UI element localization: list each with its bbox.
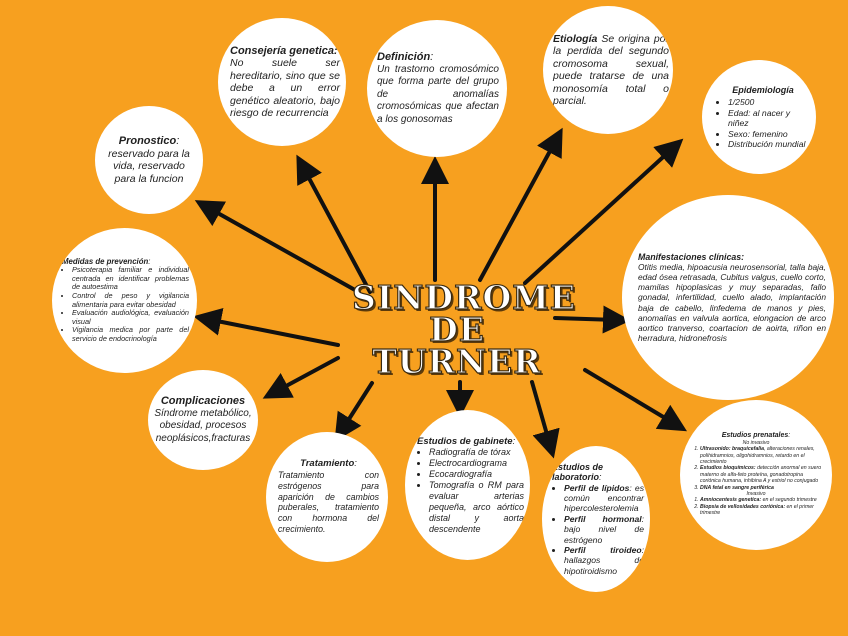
laboratorio-item-text: : hallazgos de hipotiroidismo — [564, 545, 644, 576]
prenatales-item — [700, 504, 822, 517]
etiologia-node — [543, 6, 673, 134]
laboratorio-label: Estudios de laboratorio: — [552, 461, 604, 483]
epidemiologia-item: • 1/2500 — [728, 97, 810, 108]
gabinete-item: • Electrocardiograma — [429, 458, 524, 469]
gabinete-list — [417, 447, 524, 535]
prenatales-item-text: detección anormal en suero materno de alfa-feto proteína, gonadotropina coriónica humana, inhibina A y estriol no conjugado — [700, 465, 822, 485]
medidas-item: • Vigilancia medica por parte del servicio de endocrinología — [72, 326, 189, 343]
prenatales-item-bold: Biopsia de vellosidades coriónica: — [700, 503, 786, 510]
epidemiologia-item: • Sexo: femenino — [728, 129, 810, 140]
consejeria-node — [218, 18, 346, 146]
epidemiologia-list — [716, 97, 810, 150]
prenatales-item-text: en el segundo trimestre — [761, 497, 817, 504]
medidas-label-text: Medidas de prevención — [62, 256, 149, 266]
pronostico-text: reservado para la vida, reservado para la funcion — [108, 147, 190, 185]
laboratorio-item — [564, 514, 644, 545]
gabinete-label-text: Estudios de gabinete — [417, 435, 513, 447]
laboratorio-node — [542, 446, 650, 592]
prenatales-item-text: , alteraciones renales, polihidramnios, oligohidramnios, retardo en el crecimiento — [700, 446, 815, 465]
arrow-to-medidas — [207, 319, 338, 345]
prenatales-list2 — [690, 497, 822, 516]
etiologia-text: Se origina por la perdida del segundo cromosoma sexual, puede tratarse de una monosomía total o parcial. — [553, 32, 670, 107]
laboratorio-label-text: Estudios de laboratorio — [552, 461, 604, 483]
definicion-label: Definición: — [377, 51, 434, 63]
prenatales-sub1: No invasivo — [742, 439, 770, 446]
gabinete-item: • Radiografía de tórax — [429, 447, 524, 458]
gabinete-item: • Tomografía o RM para evaluar arterias pequeña, arco aórtico distal y aorta descendente — [429, 480, 524, 535]
etiologia-label: Etiología — [553, 32, 598, 45]
definicion-label-text: Definición — [377, 51, 431, 63]
prenatales-node — [680, 400, 832, 550]
epidemiologia-label: Epidemiología — [732, 84, 794, 95]
prenatales-item-bold: Amniocentesis genetica: — [700, 497, 762, 504]
main-title-line: TURNER — [372, 342, 542, 381]
prenatales-list1 — [690, 446, 822, 491]
medidas-item: • Evaluación audiológica, evaluación visual — [72, 309, 189, 326]
complicaciones-label: Complicaciones — [160, 395, 246, 407]
pronostico-label: Pronostico: — [118, 135, 180, 147]
arrow-to-prenatales — [585, 370, 675, 424]
consejeria-label: Consejería genetica: — [230, 44, 338, 57]
arrow-to-consejeria — [303, 167, 370, 292]
tratamiento-label: Tratamiento: — [300, 458, 357, 470]
arrow-to-manifestaciones — [555, 318, 617, 320]
main-title-line: DE — [429, 310, 485, 349]
pronostico-node — [95, 106, 203, 214]
laboratorio-list — [552, 483, 644, 577]
medidas-list — [62, 266, 189, 343]
gabinete-label: Estudios de gabinete: — [417, 435, 516, 447]
prenatales-item-bold: Estudios bioquímicos: — [700, 465, 756, 472]
consejeria-text: No suele ser hereditario, sino que se debe a un error genético aleatorio, bajo riesgo de recurrencia — [230, 57, 340, 119]
prenatales-item — [700, 465, 822, 484]
main-title — [352, 278, 576, 381]
prenatales-item-bold: DNA fetal en sangre periférica — [700, 484, 774, 491]
laboratorio-item — [564, 545, 644, 576]
complicaciones-node — [148, 370, 258, 470]
prenatales-sub2: Invasivo — [746, 491, 766, 498]
gabinete-node — [405, 410, 530, 560]
tratamiento-node — [266, 432, 388, 562]
medidas-label: Medidas de prevención: — [62, 256, 151, 266]
tratamiento-label-text: Tratamiento — [300, 458, 355, 470]
main-title-line: SINDROME — [352, 278, 576, 317]
complicaciones-text: Síndrome metabólico, obesidad, procesos neoplásicos,fracturas — [154, 407, 252, 444]
epidemiologia-item: • Edad: al nacer y niñez — [728, 108, 810, 129]
medidas-node — [52, 228, 197, 373]
manifestaciones-text: Otitis media, hipoacusia neurosensorial, talla baja, edad ósea retrasada, Cubitus valgus, cuello corto, mamilas hipoplasicas y muy separadas, fallo gonadal, infertilidad, cuello alado, implantación baja de cabello, linfedema de manos y pies, anomalías en valvula aortica, elongacion de arco aortico tranverso, coartacion de aoirta, riñon en herradura, hidronefrosis — [638, 261, 826, 344]
tratamiento-text: Tratamiento con estrógenos para aparición de cambios puberales, tratamiento con hormona del crecimiento. — [278, 470, 379, 534]
laboratorio-item-text: : bajo nivel de estrógeno — [564, 513, 644, 545]
prenatales-item-bold: Ultrasonido: braquicefalia — [700, 446, 764, 453]
arrow-to-tratamiento — [342, 383, 372, 430]
manifestaciones-label: Manifestaciones clínicas: — [638, 251, 745, 262]
prenatales-item-text: en el primer trimestre — [700, 503, 814, 517]
laboratorio-item-bold: Perfil hormonal — [564, 513, 642, 524]
gabinete-item: • Ecocardiografía — [429, 469, 524, 480]
definicion-node — [367, 20, 507, 157]
prenatales-label-text: Estudios prenatales — [721, 432, 789, 440]
prenatales-label: Estudios prenatales: — [721, 432, 791, 440]
pronostico-label-text: Pronostico — [118, 135, 177, 147]
prenatales-item — [700, 446, 822, 465]
medidas-item: • Psicoterapia familiar e individual centrada en identificar problemas de autoestima — [72, 266, 189, 292]
laboratorio-item-text: : es común encontrar hipercolesterolemia — [564, 482, 644, 514]
arrow-to-laboratorio — [532, 382, 550, 445]
arrow-to-etiologia — [480, 140, 556, 280]
medidas-item: • Control de peso y vigilancia alimentaria para evitar obesidad — [72, 292, 189, 309]
epidemiologia-item: • Distribución mundial — [728, 139, 810, 150]
epidemiologia-node — [702, 60, 816, 174]
definicion-text: Un trastorno cromosómico que forma parte del grupo de anomalías cromosómicas que afectan a los gonosomas — [377, 63, 499, 125]
laboratorio-item-bold: Perfil tiroideo — [564, 545, 642, 556]
manifestaciones-node — [622, 195, 834, 400]
laboratorio-item — [564, 483, 644, 514]
laboratorio-item-bold: Perfil de lípidos — [564, 482, 630, 493]
arrow-to-complicaciones — [275, 358, 338, 392]
etiologia-paragraph — [553, 33, 669, 108]
